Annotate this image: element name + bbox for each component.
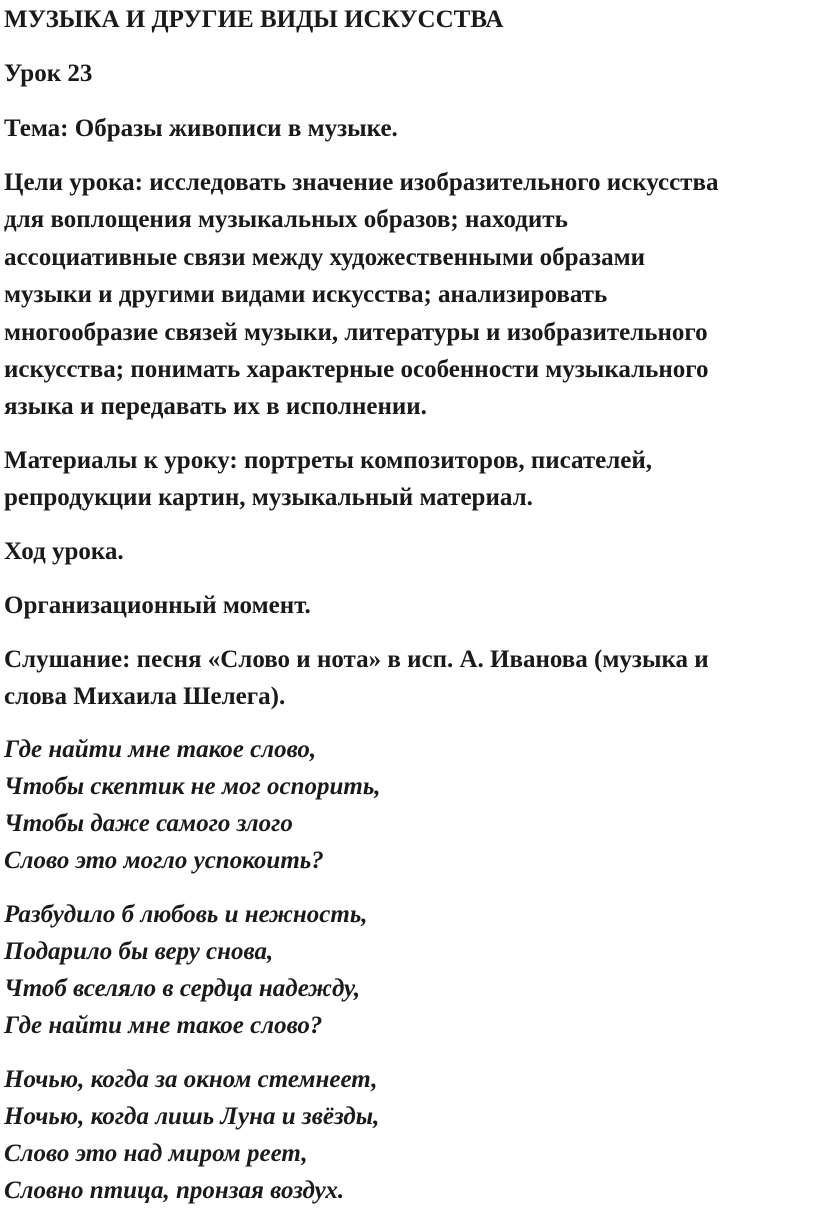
lesson-number: Урок 23 [4, 60, 93, 87]
goals-line: искусства; понимать характерные особенности музыкального [4, 356, 709, 383]
verse-line: Где найти мне такое слово, [4, 736, 317, 763]
document-heading: МУЗЫКА И ДРУГИЕ ВИДЫ ИСКУССТВА [4, 6, 504, 33]
lesson-topic: Тема: Образы живописи в музыке. [4, 115, 398, 142]
org-moment: Организационный момент. [4, 592, 311, 619]
verse-line: Ночью, когда лишь Луна и звёзды, [4, 1103, 380, 1130]
verse-line: Чтобы даже самого злого [4, 810, 293, 837]
goals-line: ассоциативные связи между художественными образами [4, 244, 646, 271]
goals-line: Цели урока: исследовать значение изобразительного искусства [4, 169, 719, 196]
verse-line: Ночью, когда за окном стемнеет, [4, 1066, 378, 1093]
verse-line: Словно птица, пронзая воздух. [4, 1177, 345, 1204]
verse-line: Слово это могло успокоить? [4, 847, 324, 874]
verse-line: Чтоб вселяло в сердца надежду, [4, 975, 361, 1002]
materials-line: Материалы к уроку: портреты композиторов, писателей, [4, 447, 653, 474]
goals-line: языка и передавать их в исполнении. [4, 393, 427, 420]
listening-line: Слушание: песня «Слово и нота» в исп. А. Иванова (музыка и [4, 646, 709, 673]
materials-line: репродукции картин, музыкальный материал. [4, 484, 533, 511]
verse-line: Разбудило б любовь и нежность, [4, 901, 368, 928]
verse-line: Чтобы скептик не мог оспорить, [4, 773, 381, 800]
verse-line: Подарило бы веру снова, [4, 938, 274, 965]
listening-line: слова Михаила Шелега). [4, 683, 286, 710]
verse-line: Слово это над миром реет, [4, 1140, 308, 1167]
goals-line: многообразие связей музыки, литературы и изобразительного [4, 319, 708, 346]
verse-line: Где найти мне такое слово? [4, 1012, 323, 1039]
course-heading: Ход урока. [4, 538, 124, 565]
goals-line: музыки и другими видами искусства; анализировать [4, 281, 608, 308]
goals-line: для воплощения музыкальных образов; находить [4, 206, 568, 233]
